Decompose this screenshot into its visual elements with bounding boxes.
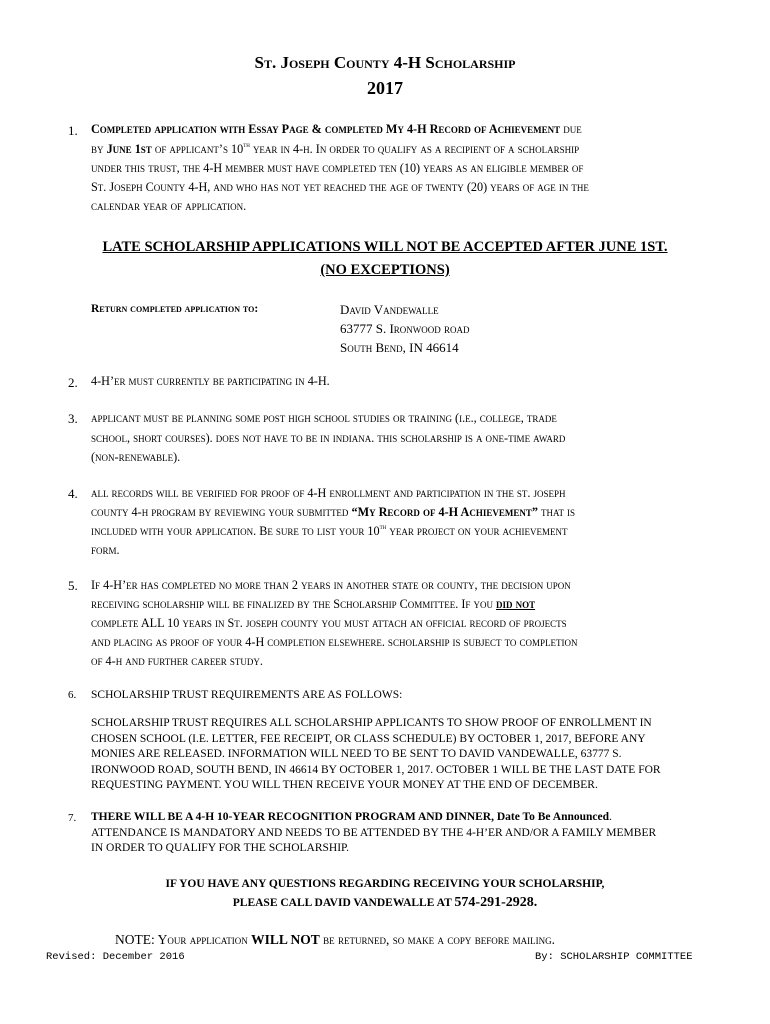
item1-line5: calendar year of application.: [91, 199, 247, 213]
item4-line2-pre: county 4-h program by reviewing your submitted: [91, 505, 352, 519]
late-notice: LATE SCHOLARSHIP APPLICATIONS WILL NOT BE ACCEPTED AFTER JUNE 1ST.: [102, 239, 668, 255]
item3-line2: school, short courses). does not have to be in indiana. this scholarship is a one-time award: [91, 431, 566, 445]
note-pre: NOTE: Your application: [115, 932, 252, 947]
item1-number: 1.: [68, 123, 78, 138]
item7-line1: [91, 811, 612, 823]
return-label: Return completed application to:: [91, 303, 259, 315]
item6-number: 6.: [68, 689, 77, 701]
item5-line3: complete ALL 10 years in St. joseph county you must attach an official record of projects: [91, 616, 567, 630]
item6-line3: MONIES ARE RELEASED. INFORMATION WILL NEED TO BE SENT TO DAVID VANDEWALLE, 63777 S.: [91, 748, 622, 760]
item4-line3-pre: included with your application. Be sure to list your 10: [91, 524, 380, 538]
footer-revised: Revised: December 2016: [46, 951, 185, 963]
note-post: be returned, so make a copy before mailing.: [319, 932, 556, 947]
return-name: David Vandewalle: [340, 302, 439, 317]
phone-number: 574-291-2928.: [454, 895, 538, 910]
item6-line4: IRONWOOD ROAD, SOUTH BEND, IN 46614 BY OCTOBER 1, 2017. OCTOBER 1 WILL BE THE LAST DATE FOR: [91, 764, 661, 776]
item4-line2-post: that is: [537, 505, 576, 519]
item1-bold: Completed application with Essay Page & completed My 4-H Record of Achievement: [91, 122, 561, 136]
item1-sup: th: [243, 141, 250, 149]
item1-deadline: June 1st: [106, 142, 152, 156]
item6-line2: CHOSEN SCHOOL (I.E. LETTER, FEE RECEIPT, OR CLASS SCHEDULE) BY OCTOBER 1, 2017, BEFORE ANY: [91, 733, 646, 745]
item1-line2: [91, 143, 579, 155]
questions-line1: IF YOU HAVE ANY QUESTIONS REGARDING RECEIVING YOUR SCHOLARSHIP,: [165, 878, 605, 890]
item3-line1: applicant must be planning some post high school studies or training (i.e., college, trade: [91, 411, 557, 425]
item5-line2-pre: receiving scholarship will be finalized by the Scholarship Committee. If you: [91, 597, 497, 611]
item1-line2-post: year in 4-h. In order to qualify as a recipient of a scholarship: [249, 142, 580, 156]
item5-line5: of 4-h and further career study.: [91, 654, 263, 668]
item1-line1: [91, 123, 582, 135]
item6-line5: REQUESTING PAYMENT. YOU WILL THEN RECEIVE YOUR MONEY AT THE END OF DECEMBER.: [91, 779, 598, 791]
item5-line1: If 4-H’er has completed no more than 2 years in another state or county, the decision upon: [91, 578, 571, 592]
item5-line2: [91, 598, 535, 610]
footer-by: By: SCHOLARSHIP COMMITTEE: [535, 951, 693, 963]
item4-line3-post: year project on your achievement: [386, 524, 568, 538]
item3-line3: (non-renewable).: [91, 450, 181, 464]
item4-number: 4.: [68, 486, 78, 501]
item1-line3: under this trust, the 4-H member must have completed ten (10) years as an eligible member of: [91, 161, 584, 175]
item4-sup: th: [379, 523, 387, 531]
return-street: 63777 S. Ironwood road: [340, 321, 470, 336]
item7-line3: IN ORDER TO QUALIFY FOR THE SCHOLARSHIP.: [91, 842, 350, 854]
item4-record-title: “My Record of 4-H Achievement”: [351, 505, 538, 519]
item6-line1: SCHOLARSHIP TRUST REQUIRES ALL SCHOLARSHIP APPLICANTS TO SHOW PROOF OF ENROLLMENT IN: [91, 717, 652, 729]
item1-line2-pre: by: [91, 142, 107, 156]
note-will-not: WILL NOT: [251, 932, 320, 947]
item1-due: due: [560, 122, 582, 136]
return-city: South Bend, IN 46614: [340, 340, 459, 355]
item1-line4: St. Joseph County 4-H, and who has not yet reached the age of twenty (20) years of age in the: [91, 180, 589, 194]
item7-dot: .: [609, 811, 612, 823]
item5-line4: and placing as proof of your 4-H completion elsewhere. scholarship is subject to completion: [91, 635, 578, 649]
item5-did-not: did not: [496, 597, 536, 611]
questions-line2-pre: PLEASE CALL DAVID VANDEWALLE AT: [232, 897, 455, 909]
item6-heading: SCHOLARSHIP TRUST REQUIREMENTS ARE AS FOLLOWS:: [91, 689, 403, 701]
item7-bold: THERE WILL BE A 4-H 10-YEAR RECOGNITION PROGRAM AND DINNER, Date To Be Announced: [91, 811, 610, 823]
item4-line3: [91, 525, 568, 537]
no-exceptions: (NO EXCEPTIONS): [320, 262, 450, 278]
item2-text: 4-H’er must currently be participating in 4-H.: [91, 374, 330, 388]
item4-line4: form.: [91, 543, 120, 557]
item5-number: 5.: [68, 578, 78, 593]
note: [115, 932, 555, 948]
item7-number: 7.: [68, 812, 77, 824]
item3-number: 3.: [68, 411, 78, 426]
page-year: 2017: [367, 78, 403, 98]
item2-number: 2.: [68, 375, 78, 390]
item4-line1: all records will be verified for proof of 4-H enrollment and participation in the st. joseph: [91, 486, 566, 500]
page-title: St. Joseph County 4-H Scholarship: [254, 53, 516, 72]
item4-line2: [91, 506, 575, 518]
item7-line2: ATTENDANCE IS MANDATORY AND NEEDS TO BE ATTENDED BY THE 4-H’ER AND/OR A FAMILY MEMBER: [91, 827, 657, 839]
questions-line2: [0, 895, 770, 911]
item1-line2-mid: of applicant’s 10: [151, 142, 244, 156]
